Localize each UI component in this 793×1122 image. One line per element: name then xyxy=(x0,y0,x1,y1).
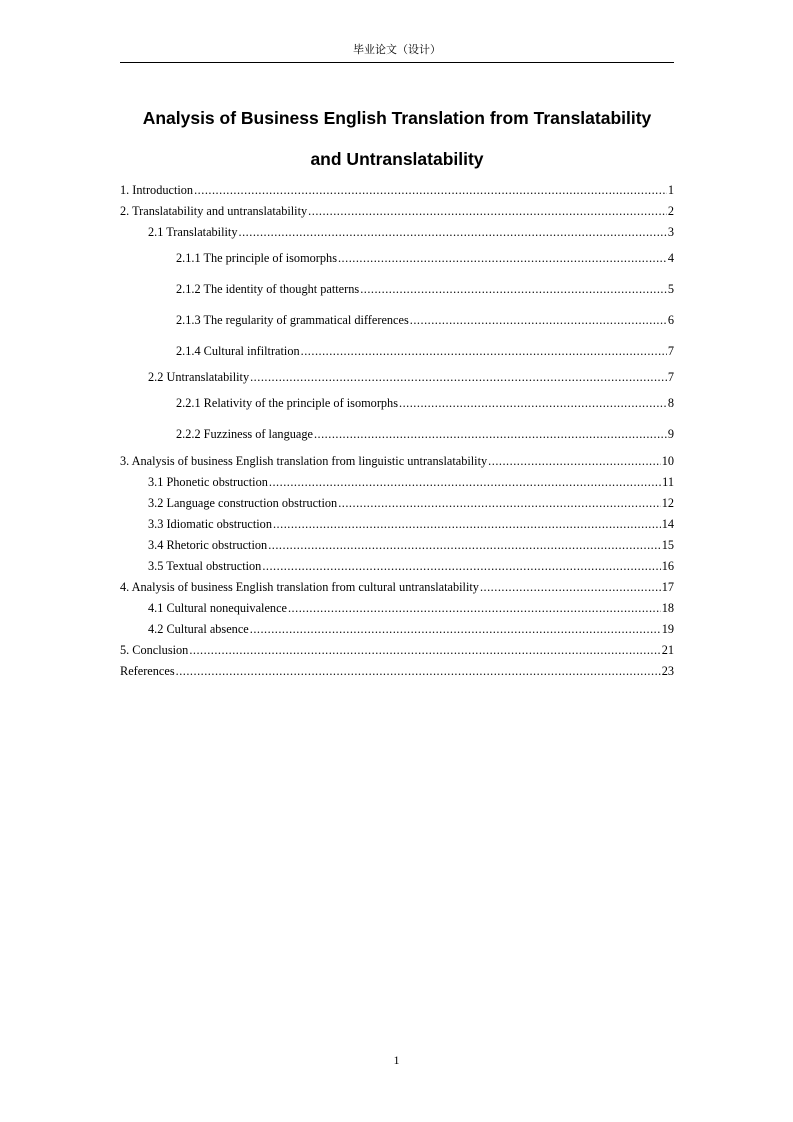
toc-entry-label: 2. Translatability and untranslatability xyxy=(120,204,308,218)
toc-leader-dots xyxy=(338,248,667,268)
document-title-line-1: Analysis of Business English Translation from Translatability xyxy=(142,108,652,128)
toc-leader-dots xyxy=(250,367,667,387)
toc-entry-page: 10 xyxy=(661,454,674,468)
toc-entry-idiomatic-obstruction[interactable] xyxy=(148,514,674,534)
toc-leader-dots xyxy=(269,472,661,492)
page-header xyxy=(120,40,674,63)
toc-entry-label: 4.2 Cultural absence xyxy=(148,622,249,636)
toc-entry-page: 4 xyxy=(667,251,674,265)
toc-leader-dots xyxy=(194,180,667,200)
toc-entry-label: 4.1 Cultural nonequivalence xyxy=(148,601,287,615)
toc-entry-label: 4. Analysis of business English translation from cultural untranslatability xyxy=(120,580,479,594)
toc-entry-label: 1. Introduction xyxy=(120,183,194,197)
toc-entry-untranslatability[interactable] xyxy=(148,367,674,387)
toc-entry-page: 7 xyxy=(667,344,674,358)
toc-entry-label: 2.1.1 The principle of isomorphs xyxy=(176,251,337,265)
toc-entry-label: 3.4 Rhetoric obstruction xyxy=(148,538,268,552)
toc-entry-label: 3.2 Language construction obstruction xyxy=(148,496,338,510)
toc-entry-cultural-nonequivalence[interactable] xyxy=(148,598,674,618)
toc-leader-dots xyxy=(239,222,667,242)
toc-entry-page: 12 xyxy=(661,496,674,510)
toc-leader-dots xyxy=(314,424,667,444)
toc-entry-label: 3.1 Phonetic obstruction xyxy=(148,475,268,489)
toc-entry-label: 3.3 Idiomatic obstruction xyxy=(148,517,272,531)
toc-entry-page: 17 xyxy=(661,580,674,594)
toc-entry-identity-of-thought-patterns[interactable] xyxy=(176,279,674,299)
toc-entry-cultural-absence[interactable] xyxy=(148,619,674,639)
toc-entry-page: 19 xyxy=(661,622,674,636)
toc-entry-translatability[interactable] xyxy=(148,222,674,242)
toc-entry-page: 11 xyxy=(662,475,674,489)
toc-entry-references[interactable] xyxy=(120,661,674,681)
toc-entry-label: 2.2.2 Fuzziness of language xyxy=(176,427,313,441)
toc-leader-dots xyxy=(338,493,661,513)
toc-entry-rhetoric-obstruction[interactable] xyxy=(148,535,674,555)
toc-entry-label: 2.1.4 Cultural infiltration xyxy=(176,344,300,358)
toc-entry-page: 8 xyxy=(667,396,674,410)
toc-entry-phonetic-obstruction[interactable] xyxy=(148,472,674,492)
toc-entry-language-construction-obstruction[interactable] xyxy=(148,493,674,513)
toc-leader-dots xyxy=(360,279,667,299)
toc-entry-label: 3. Analysis of business English translation from linguistic untranslatability xyxy=(120,454,488,468)
toc-entry-page: 18 xyxy=(661,601,674,615)
page-number: 1 xyxy=(393,1053,400,1067)
toc-entry-page: 16 xyxy=(661,559,674,573)
toc-leader-dots xyxy=(410,310,667,330)
toc-entry-fuzziness-of-language[interactable] xyxy=(176,424,674,444)
toc-leader-dots xyxy=(268,535,661,555)
toc-leader-dots xyxy=(189,640,660,660)
page-footer xyxy=(0,1050,793,1070)
header-text: 毕业论文（设计） xyxy=(353,43,441,56)
toc-entry-label: 2.2 Untranslatability xyxy=(148,370,250,384)
toc-leader-dots xyxy=(288,598,661,618)
toc-entry-page: 3 xyxy=(667,225,674,239)
toc-entry-label: References xyxy=(120,664,175,678)
toc-leader-dots xyxy=(262,556,660,576)
toc-leader-dots xyxy=(273,514,661,534)
toc-leader-dots xyxy=(308,201,667,221)
toc-entry-label: 3.5 Textual obstruction xyxy=(148,559,262,573)
toc-entry-cultural-infiltration[interactable] xyxy=(176,341,674,361)
toc-entry-translatability-and-untranslatability[interactable] xyxy=(120,201,674,221)
toc-entry-introduction[interactable] xyxy=(120,180,674,200)
toc-entry-relativity-of-isomorphs[interactable] xyxy=(176,393,674,413)
toc-entry-principle-of-isomorphs[interactable] xyxy=(176,248,674,268)
toc-entry-label: 5. Conclusion xyxy=(120,643,189,657)
toc-leader-dots xyxy=(480,577,661,597)
toc-entry-page: 21 xyxy=(661,643,674,657)
toc-entry-textual-obstruction[interactable] xyxy=(148,556,674,576)
toc-entry-page: 1 xyxy=(667,183,674,197)
toc-entry-label: 2.1 Translatability xyxy=(148,225,238,239)
toc-leader-dots xyxy=(399,393,667,413)
toc-entry-page: 6 xyxy=(667,313,674,327)
toc-entry-page: 15 xyxy=(661,538,674,552)
toc-leader-dots xyxy=(488,451,661,471)
toc-entry-page: 2 xyxy=(667,204,674,218)
toc-entry-cultural-untranslatability[interactable] xyxy=(120,577,674,597)
toc-entry-page: 5 xyxy=(667,282,674,296)
toc-leader-dots xyxy=(176,661,661,681)
toc-entry-label: 2.1.2 The identity of thought patterns xyxy=(176,282,360,296)
toc-entry-label: 2.1.3 The regularity of grammatical differences xyxy=(176,313,409,327)
toc-leader-dots xyxy=(301,341,667,361)
toc-entry-label: 2.2.1 Relativity of the principle of isomorphs xyxy=(176,396,398,410)
document-title-line-2: and Untranslatability xyxy=(310,149,484,169)
toc-entry-page: 23 xyxy=(661,664,674,678)
toc-entry-page: 14 xyxy=(661,517,674,531)
toc-entry-page: 9 xyxy=(667,427,674,441)
toc-entry-page: 7 xyxy=(667,370,674,384)
toc-entry-regularity-of-grammatical-differences[interactable] xyxy=(176,310,674,330)
toc-entry-conclusion[interactable] xyxy=(120,640,674,660)
toc-leader-dots xyxy=(250,619,661,639)
toc-entry-linguistic-untranslatability[interactable] xyxy=(120,451,674,471)
